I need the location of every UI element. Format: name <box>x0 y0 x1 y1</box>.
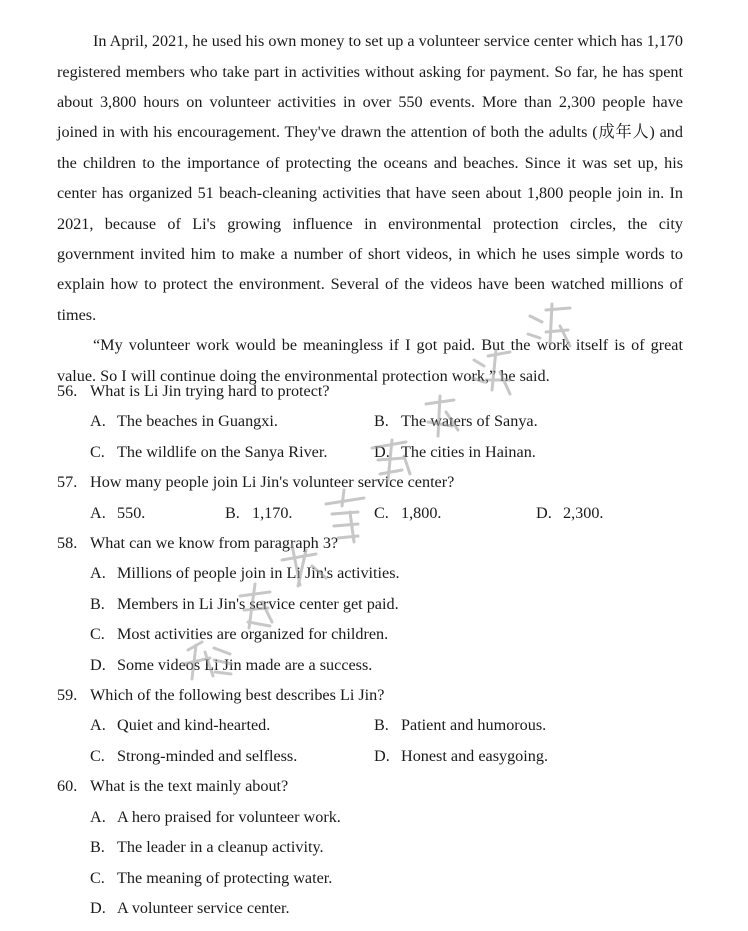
option-letter: A. <box>90 564 106 582</box>
question-59 <box>57 684 384 706</box>
option-letter: C. <box>90 625 105 643</box>
option-text: The meaning of protecting water. <box>117 869 333 887</box>
option-58-d[interactable] <box>90 654 372 676</box>
option-letter: D. <box>374 747 390 765</box>
option-letter: C. <box>90 747 105 765</box>
option-text: Members in Li Jin's service center get paid. <box>117 595 399 613</box>
option-text: 1,800. <box>401 504 442 522</box>
option-text: The waters of Sanya. <box>401 412 538 430</box>
option-letter: B. <box>90 838 105 856</box>
option-59-b[interactable] <box>374 714 546 736</box>
option-letter: A. <box>90 412 106 430</box>
option-letter: A. <box>90 808 106 826</box>
option-text: The wildlife on the Sanya River. <box>117 443 328 461</box>
option-57-b[interactable] <box>225 502 292 524</box>
option-text: 1,170. <box>252 504 293 522</box>
option-letter: B. <box>225 504 240 522</box>
question-text: What is Li Jin trying hard to protect? <box>90 382 330 400</box>
option-60-c[interactable] <box>90 867 332 889</box>
question-number: 60. <box>57 777 78 795</box>
option-58-b[interactable] <box>90 593 399 615</box>
question-text: What can we know from paragraph 3? <box>90 534 339 552</box>
option-letter: A. <box>90 504 106 522</box>
question-number: 59. <box>57 686 78 704</box>
option-text: 550. <box>117 504 146 522</box>
option-letter: D. <box>90 656 106 674</box>
question-58 <box>57 532 338 554</box>
option-59-d[interactable] <box>374 745 548 767</box>
option-text: Some videos Li Jin made are a success. <box>117 656 373 674</box>
option-letter: D. <box>90 899 106 917</box>
question-number: 58. <box>57 534 78 552</box>
option-letter: B. <box>374 412 389 430</box>
option-56-b[interactable] <box>374 410 538 432</box>
option-letter: A. <box>90 716 106 734</box>
option-56-a[interactable] <box>90 410 278 432</box>
option-60-a[interactable] <box>90 806 341 828</box>
option-text: A hero praised for volunteer work. <box>117 808 341 826</box>
question-text: How many people join Li Jin's volunteer service center? <box>90 473 455 491</box>
option-59-a[interactable] <box>90 714 270 736</box>
option-text: Honest and easygoing. <box>401 747 549 765</box>
option-60-d[interactable] <box>90 897 290 919</box>
option-text: The leader in a cleanup activity. <box>117 838 324 856</box>
option-letter: C. <box>90 443 105 461</box>
option-letter: D. <box>374 443 390 461</box>
option-58-a[interactable] <box>90 562 400 584</box>
option-59-c[interactable] <box>90 745 297 767</box>
option-text: Millions of people join in Li Jin's activities. <box>117 564 400 582</box>
option-text: 2,300. <box>563 504 604 522</box>
passage-paragraph-1: In April, 2021, he used his own money to set up a volunteer service center which has 1,170 registered members who take part in activities without asking for payment. So far, he has spent about 3,800 hours on volunteer activities in over 550 events. More than 2,300 people have joined in with his encouragement. They've drawn the attention of both the adults (成年人) and the children to the importance of protecting the oceans and beaches. Since it was set up, his center has organized 51 beach-cleaning activities that have seen about 1,800 people join in. In 2021, because of Li's growing influence in environmental protection circles, the city government invited him to make a number of short videos, in which he uses simple words to explain how to protect the environment. Several of the videos have been watched millions of times. <box>57 32 683 324</box>
question-number: 56. <box>57 382 78 400</box>
question-57 <box>57 471 454 493</box>
option-letter: B. <box>374 716 389 734</box>
option-text: A volunteer service center. <box>117 899 290 917</box>
option-text: Patient and humorous. <box>401 716 547 734</box>
option-56-d[interactable] <box>374 441 536 463</box>
option-letter: B. <box>90 595 105 613</box>
option-57-d[interactable] <box>536 502 603 524</box>
question-number: 57. <box>57 473 78 491</box>
question-60 <box>57 775 288 797</box>
option-57-a[interactable] <box>90 502 145 524</box>
option-text: Quiet and kind-hearted. <box>117 716 271 734</box>
question-text: Which of the following best describes Li Jin? <box>90 686 385 704</box>
option-56-c[interactable] <box>90 441 327 463</box>
option-57-c[interactable] <box>374 502 441 524</box>
option-letter: D. <box>536 504 552 522</box>
option-text: The beaches in Guangxi. <box>117 412 278 430</box>
option-text: Strong-minded and selfless. <box>117 747 298 765</box>
option-text: Most activities are organized for children. <box>117 625 389 643</box>
option-letter: C. <box>374 504 389 522</box>
option-60-b[interactable] <box>90 836 324 858</box>
option-text: The cities in Hainan. <box>401 443 536 461</box>
option-58-c[interactable] <box>90 623 388 645</box>
passage-paragraph-2: “My volunteer work would be meaningless if I got paid. But the work itself is of great value. So I will continue doing the environmental protection work,” he said. <box>57 336 683 385</box>
question-text: What is the text mainly about? <box>90 777 289 795</box>
question-56 <box>57 380 330 402</box>
option-letter: C. <box>90 869 105 887</box>
